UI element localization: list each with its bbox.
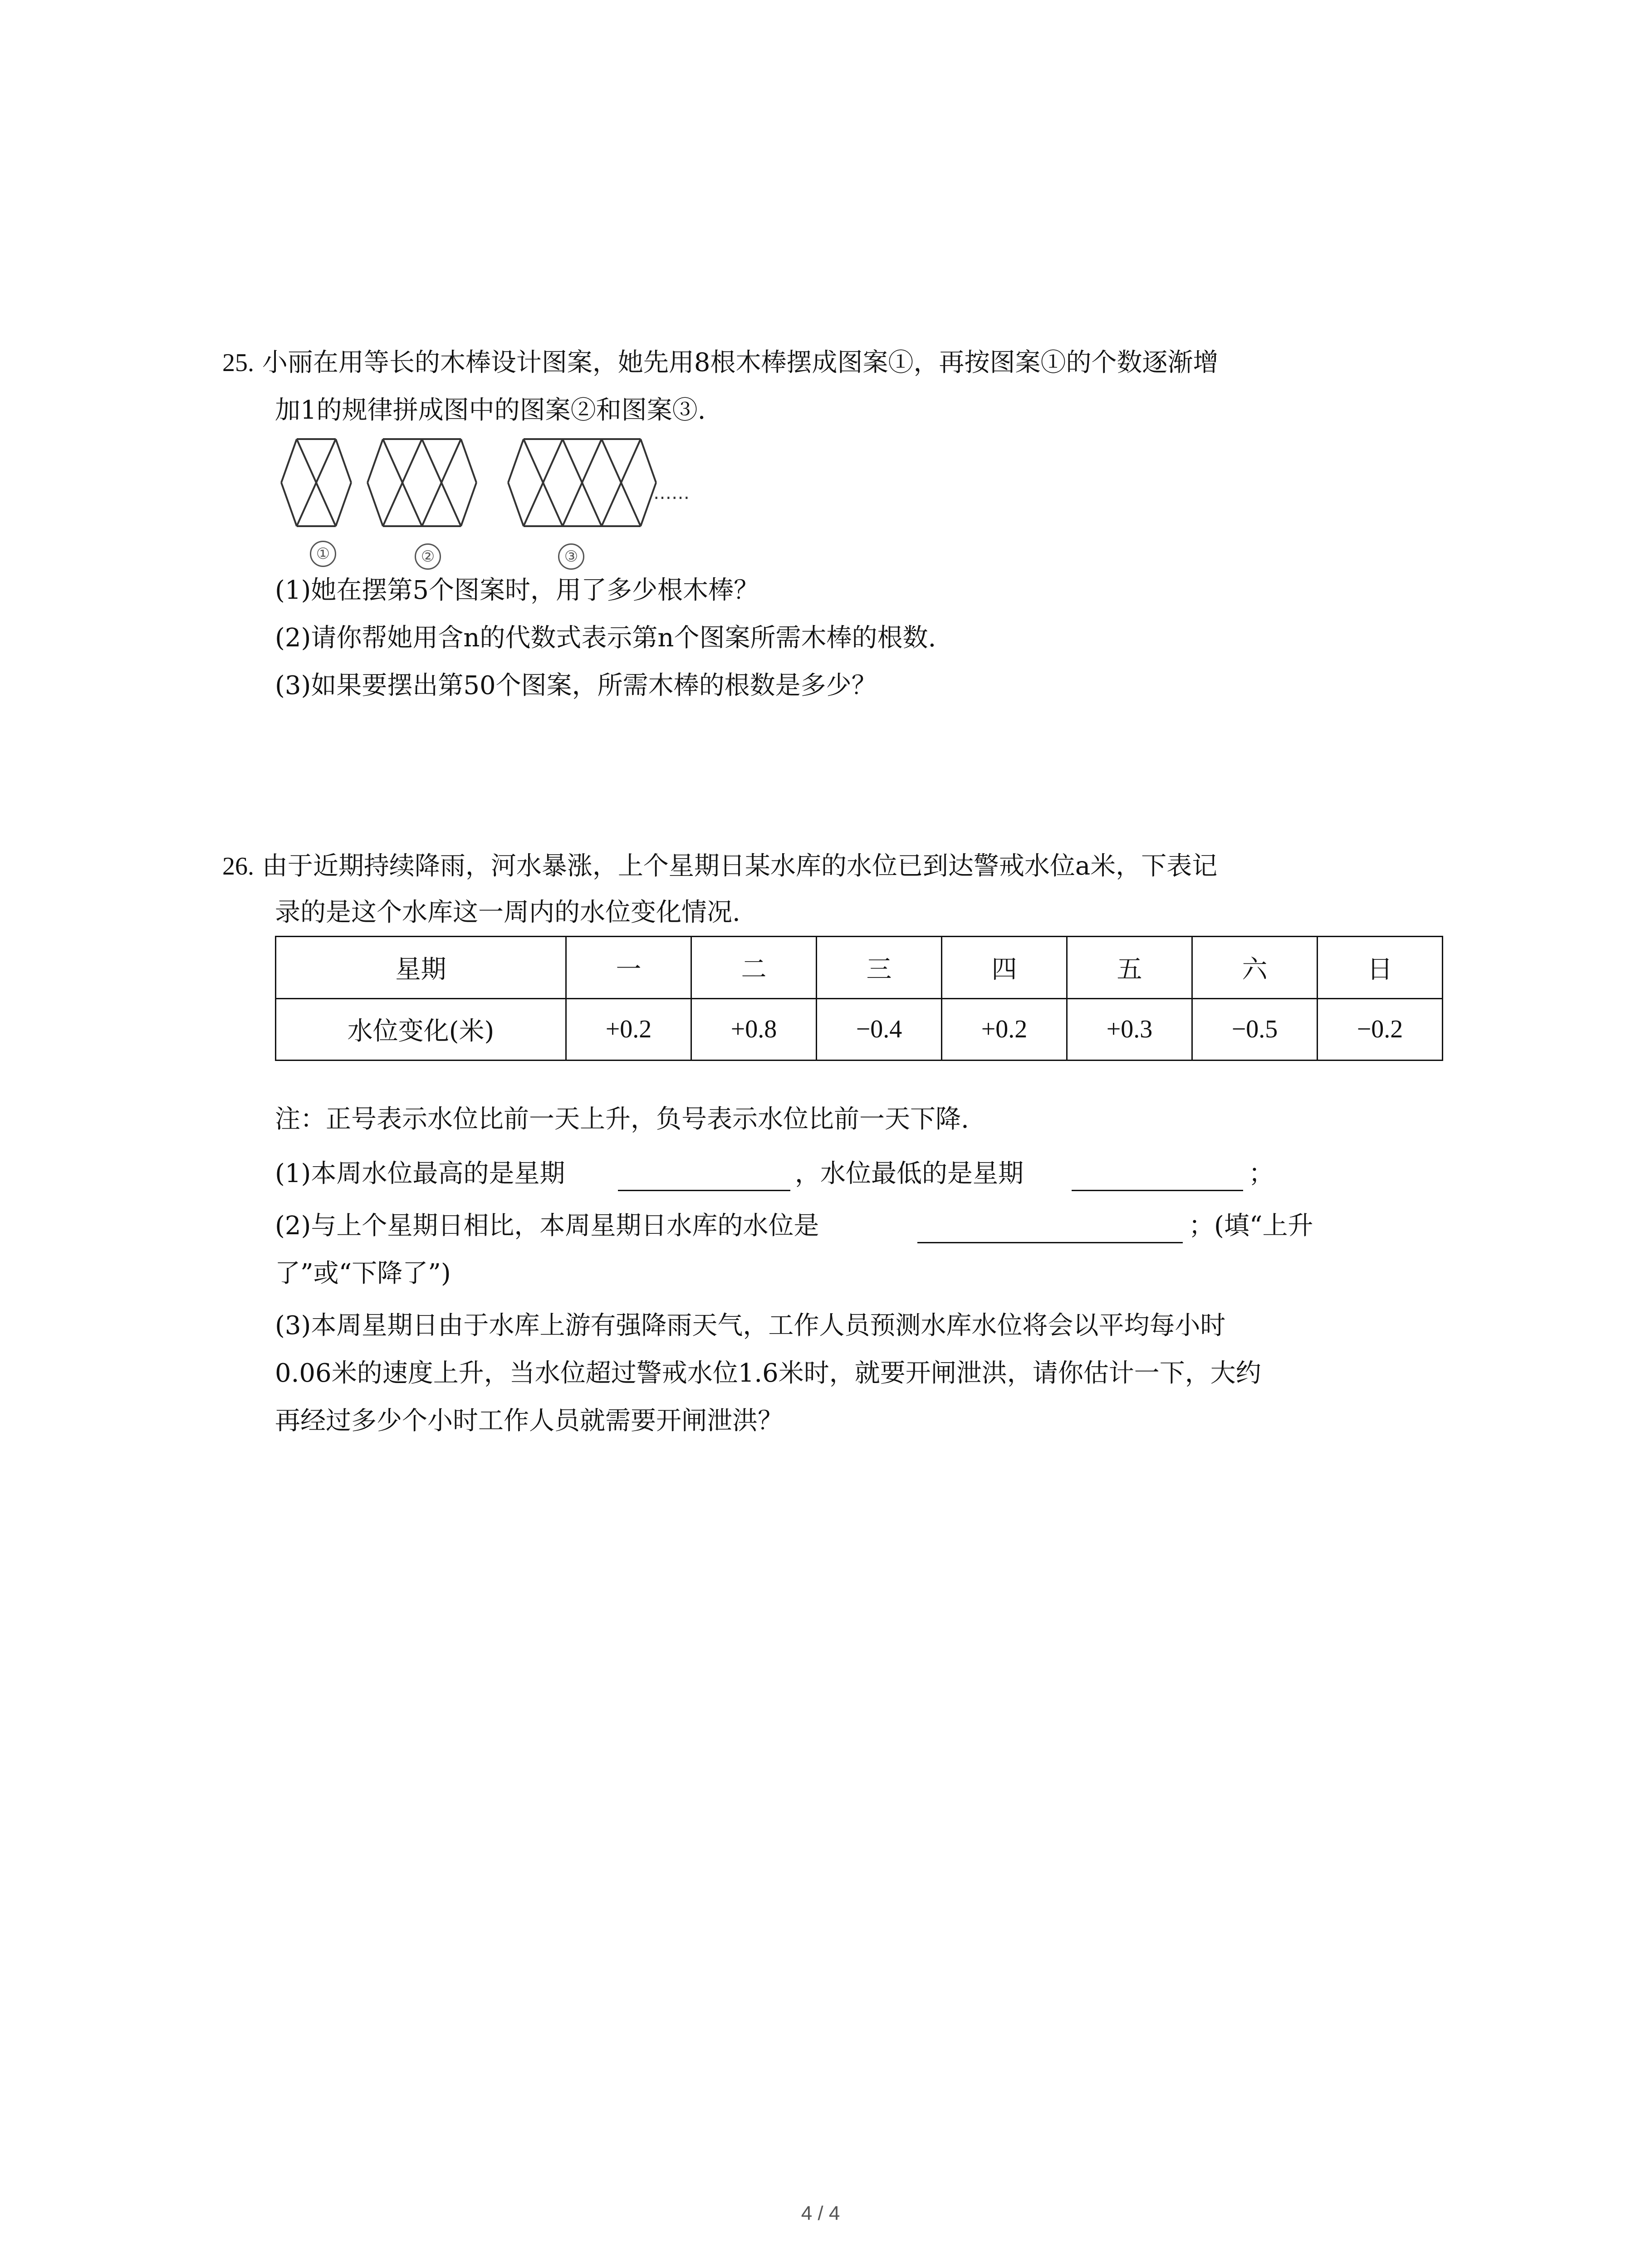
pattern-1-stick [281,439,297,483]
pattern-2-stick [367,483,383,526]
table-change-row [276,998,1443,1061]
water-level-table [275,936,1443,1061]
table-change-cell: −0.2 [1318,998,1443,1061]
q26-stem-line2: 录的是这个水库这一周内的水位变化情况. [275,898,740,927]
q25-figure-label-1: ① [310,541,336,567]
q25-figure-label-3: ③ [558,543,584,570]
table-day-cell: 二 [691,937,817,999]
table-day-cell: 三 [817,937,942,999]
q26-sub1-blank-lowest[interactable] [1072,1190,1243,1191]
table-day-cell: 六 [1192,937,1318,999]
table-day-cell: 一 [566,937,691,999]
q26-sub2-line2: 了”或“下降了”) [275,1259,451,1288]
pattern-3-stick [508,439,524,483]
table-change-cell: +0.8 [691,998,817,1061]
table-day-cell: 五 [1067,937,1192,999]
q26-sub1-blank-highest[interactable] [618,1190,790,1191]
q26-sub3-line3: 再经过多少个小时工作人员就需要开闸泄洪？ [275,1406,783,1436]
table-day-cell: 日 [1318,937,1443,999]
q25-ellipsis: …… [653,483,690,503]
q25-stem-line1 [222,345,1218,381]
table-header-row [276,937,1443,999]
q26-number: 26. [222,852,254,880]
q25-number: 25. [222,349,254,377]
q25-stem-line2: 加1的规律拼成图中的图案②和图案③. [275,396,706,425]
table-day-cell: 四 [942,937,1067,999]
q26-sub3-line1: (3)本周星期日由于水库上游有强降雨天气，工作人员预测水库水位将会以平均每小时 [275,1311,1226,1340]
pattern-2-stick [461,439,476,483]
q25-patterns-svg [272,435,708,581]
table-row-label: 水位变化(米) [276,998,566,1061]
page-number: 4 / 4 [801,2202,840,2224]
q26-sub1-middle: ，水位最低的是星期 [795,1159,1024,1188]
q25-stem-text: 小丽在用等长的木棒设计图案，她先用8根木棒摆成图案①，再按图案①的个数逐渐增 [262,348,1219,377]
pattern-3-stick [641,439,656,483]
q26-note: 注：正号表示水位比前一天上升，负号表示水位比前一天下降. [275,1105,969,1134]
pattern-2-stick [461,483,476,526]
pattern-1-stick [336,483,351,526]
q26-sub2-prefix: (2)与上个星期日相比，本周星期日水库的水位是 [275,1211,819,1241]
table-header-label: 星期 [276,937,566,999]
q26-stem-text: 由于近期持续降雨，河水暴涨，上个星期日某水库的水位已到达警戒水位a米，下表记 [262,851,1218,881]
table-change-cell: −0.4 [817,998,942,1061]
pattern-1-stick [336,439,351,483]
q26-sub2-blank[interactable] [917,1242,1183,1243]
table-change-cell: +0.2 [942,998,1067,1061]
pattern-3-stick [508,483,524,526]
q26-sub2-suffix: ；(填“上升 [1189,1211,1313,1241]
q25-sub2: (2)请你帮她用含n的代数式表示第n个图案所需木棒的根数. [275,623,936,653]
q25-sub1: (1)她在摆第5个图案时，用了多少根木棒？ [275,576,759,605]
table-change-cell: +0.3 [1067,998,1192,1061]
table-change-cell: +0.2 [566,998,691,1061]
pattern-2-stick [367,439,383,483]
q26-stem-line1 [222,848,1217,885]
q26-sub1-prefix: (1)本周水位最高的是星期 [275,1159,565,1188]
table-change-cell: −0.5 [1192,998,1318,1061]
q25-pattern-figures [272,435,708,582]
q25-sub3: (3)如果要摆出第50个图案，所需木棒的根数是多少？ [275,671,877,700]
q26-sub3-line2: 0.06米的速度上升，当水位超过警戒水位1.6米时，就要开闸泄洪，请你估计一下，大约 [275,1359,1261,1388]
pattern-1-stick [281,483,297,526]
q25-figure-label-2: ② [415,543,441,570]
q26-sub1-suffix: ； [1249,1159,1274,1188]
